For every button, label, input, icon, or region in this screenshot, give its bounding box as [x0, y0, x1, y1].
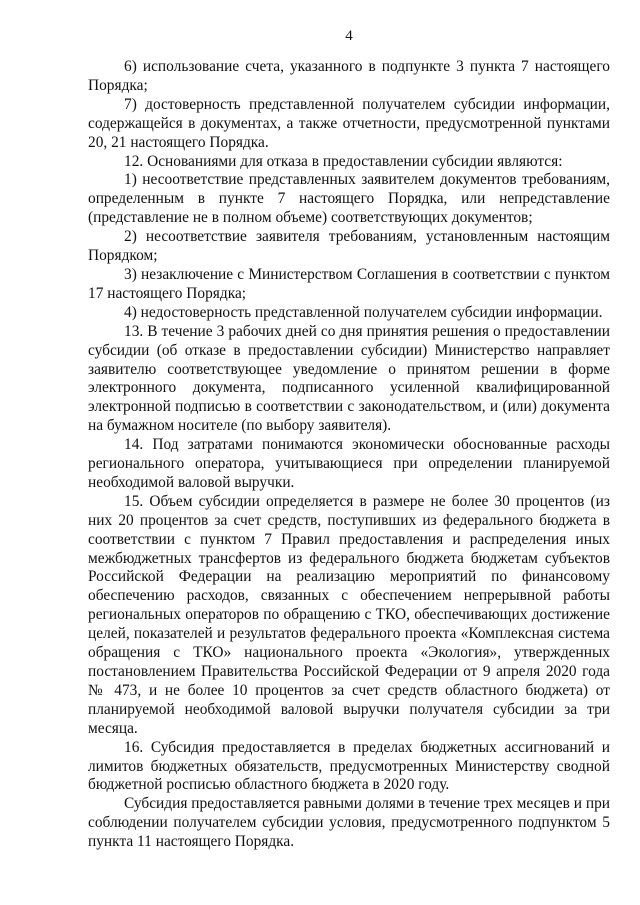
- paragraph-item-7: 7) достоверность представленной получателем субсидии информации, содержащейся в документах, а также отчетности, предусмотренной пунктами 20, 21 настоящего Порядка.: [88, 95, 610, 151]
- document-body: [88, 58, 610, 852]
- paragraph-clause-15: 15. Объем субсидии определяется в размере не более 30 процентов (из них 20 процентов за счет средств, поступивших из федерального бюджета в соответствии с пунктом 7 Правил предоставления и распределения иных межбюджетных трансфертов из федерального бюджета бюджетам субъектов Российской Федерации на реализацию мероприятий по финансовому обеспечению расходов, связанных с обеспечением непрерывной работы региональных операторов по обращению с ТКО, обеспечивающих достижение целей, показателей и результатов федерального проекта «Комплексная система обращения с ТКО» национального проекта «Экология», утвержденных постановлением Правительства Российской Федерации от 9 апреля 2020 года № 473, и не более 10 процентов за счет средств областного бюджета) от планируемой необходимой валовой выручки получателя субсидии за три месяца.: [88, 492, 610, 737]
- page-number: 4: [345, 28, 353, 44]
- paragraph-refusal-4: 4) недостоверность представленной получателем субсидии информации.: [124, 303, 603, 321]
- paragraph-item-6: 6) использование счета, указанного в подпункте 3 пункта 7 настоящего Порядка;: [88, 58, 610, 94]
- paragraph-clause-13: 13. В течение 3 рабочих дней со дня принятия решения о предоставлении субсидии (об отказе в предоставлении субсидии) Министерство направляет заявителю соответствующее уведомление о принятом решении в форме электронного документа, подписанного усиленной квалифицированной электронной подписью в соответствии с законодательством, и (или) документа на бумажном носителе (по выбору заявителя).: [88, 322, 610, 435]
- paragraph-refusal-2: 2) несоответствие заявителя требованиям, установленным настоящим Порядком;: [88, 228, 610, 265]
- paragraph-refusal-1: 1) несоответствие представленных заявителем документов требованиям, определенным в пункте 7 настоящего Порядка, или непредставление (представление не в полном объеме) соответствующих документов;: [88, 171, 610, 227]
- paragraph-refusal-3: 3) незаключение с Министерством Соглашения в соответствии с пунктом 17 настоящего Порядка;: [88, 265, 610, 302]
- paragraph-clause-16-continued: Субсидия предоставляется равными долями в течение трех месяцев и при соблюдении получателем субсидии условия, предусмотренного подпунктом 5 пункта 11 настоящего Порядка.: [88, 795, 610, 851]
- paragraph-clause-12: 12. Основаниями для отказа в предоставлении субсидии являются:: [124, 152, 563, 170]
- paragraph-clause-14: 14. Под затратами понимаются экономически обоснованные расходы регионального оператора, учитывающиеся при определении планируемой необходимой валовой выручки.: [88, 436, 610, 491]
- paragraph-clause-16: 16. Субсидия предоставляется в пределах бюджетных ассигнований и лимитов бюджетных обязательств, предусмотренных Министерству сводной бюджетной росписью областного бюджета в 2020 году.: [88, 738, 610, 794]
